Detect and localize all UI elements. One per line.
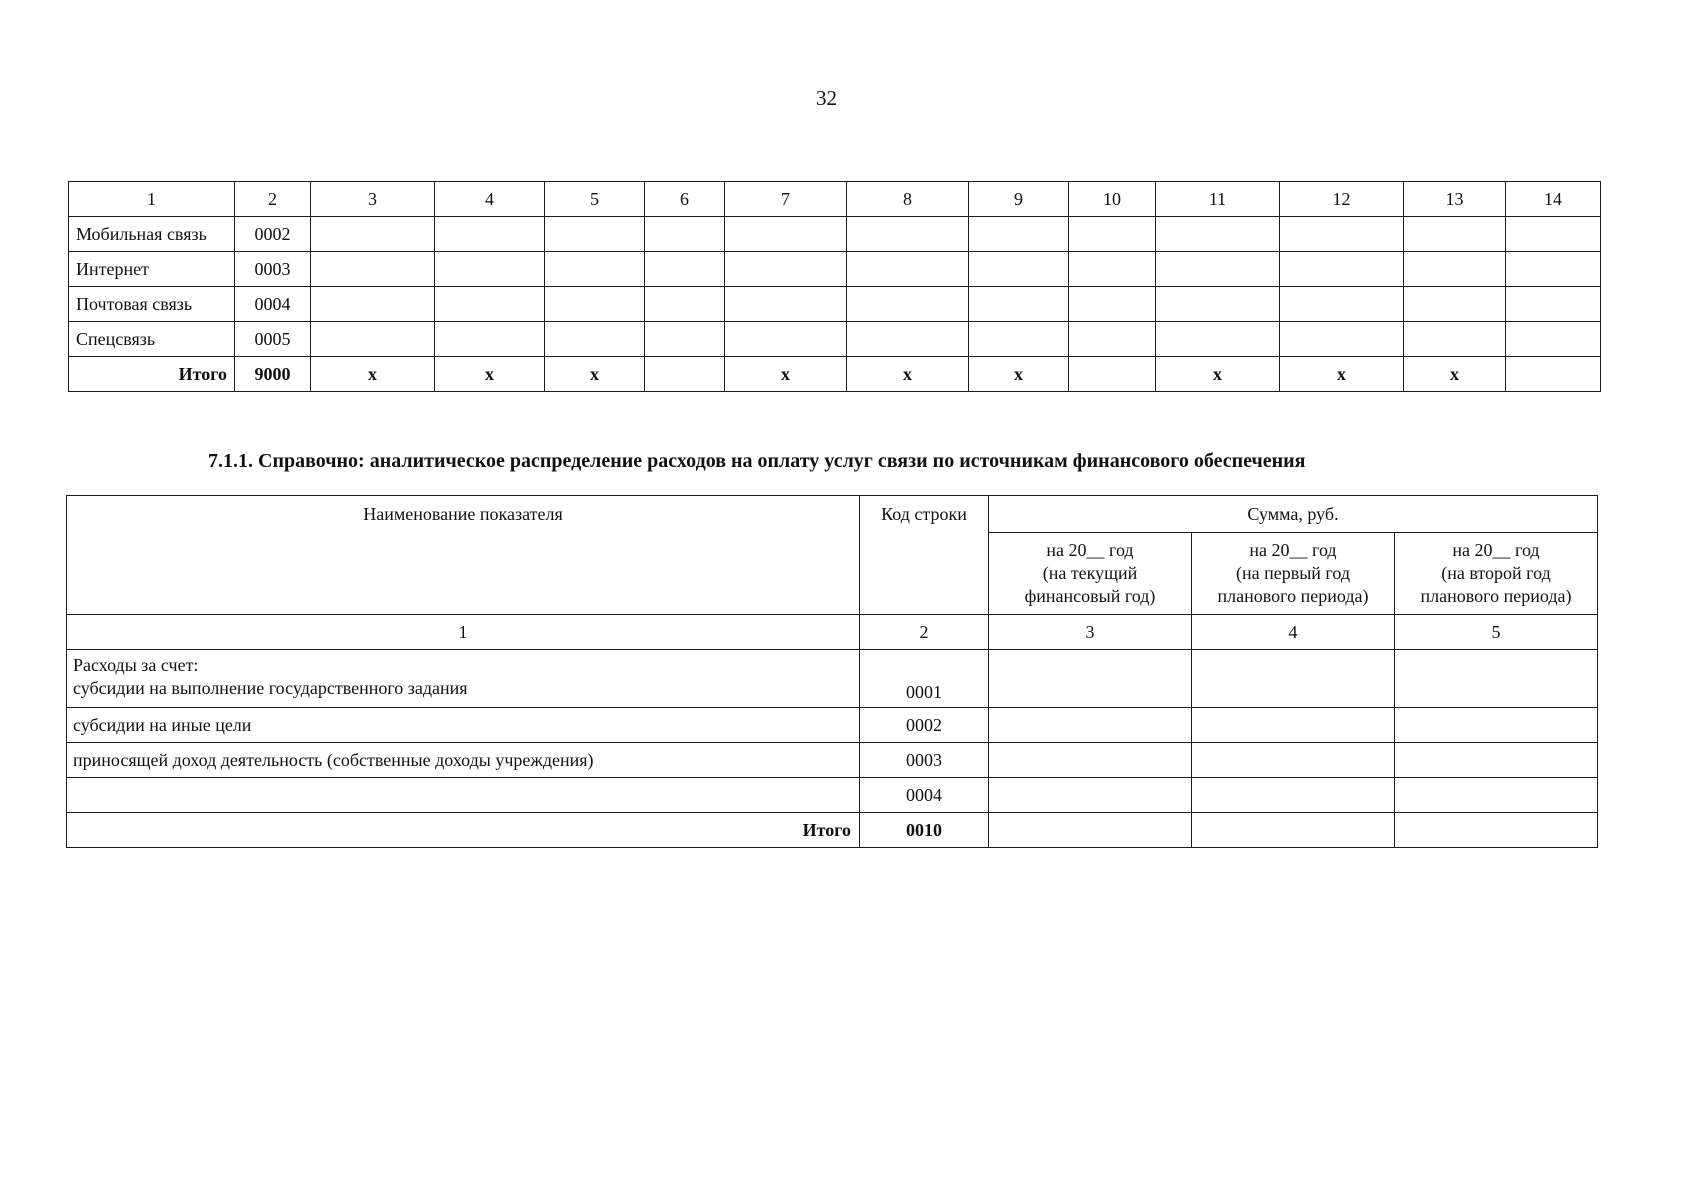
total-code: 0010 [860, 813, 989, 848]
total-row [67, 813, 1598, 848]
empty-cell [1280, 322, 1404, 357]
column-number: 2 [235, 182, 311, 217]
column-number: 7 [725, 182, 847, 217]
column-number-row [67, 615, 1598, 650]
column-number: 13 [1404, 182, 1506, 217]
empty-cell [969, 252, 1069, 287]
empty-cell [545, 217, 645, 252]
row-name: Мобильная связь [69, 217, 235, 252]
column-number: 1 [67, 615, 860, 650]
table-row [67, 650, 1598, 708]
empty-cell [311, 322, 435, 357]
empty-cell [1395, 813, 1598, 848]
empty-cell [1156, 287, 1280, 322]
row-code: 0001 [860, 650, 989, 708]
section-title: 7.1.1. Справочно: аналитическое распределение расходов на оплату услуг связи по источникам финансового обеспечения [208, 450, 1306, 472]
empty-cell [435, 322, 545, 357]
empty-cell [969, 217, 1069, 252]
empty-cell [725, 217, 847, 252]
empty-cell [1192, 778, 1395, 813]
column-number: 2 [860, 615, 989, 650]
column-number: 12 [1280, 182, 1404, 217]
empty-cell [1506, 287, 1601, 322]
empty-cell [969, 287, 1069, 322]
empty-cell [1395, 650, 1598, 708]
empty-cell [311, 287, 435, 322]
table-row [69, 287, 1601, 322]
page-number: 32 [816, 86, 837, 110]
column-number: 1 [69, 182, 235, 217]
empty-cell [969, 322, 1069, 357]
empty-cell [1156, 217, 1280, 252]
empty-cell [847, 287, 969, 322]
row-name [67, 778, 860, 813]
column-number: 3 [989, 615, 1192, 650]
empty-cell [435, 252, 545, 287]
empty-cell [1156, 252, 1280, 287]
empty-cell [1280, 217, 1404, 252]
empty-cell [1069, 322, 1156, 357]
sum-header: Сумма, руб. [989, 496, 1598, 533]
total-code: 9000 [235, 357, 311, 392]
row-code: 0004 [860, 778, 989, 813]
empty-cell [1069, 217, 1156, 252]
table-row [67, 708, 1598, 743]
period-type: (на первый год [1235, 563, 1351, 583]
column-number: 4 [435, 182, 545, 217]
column-number: 8 [847, 182, 969, 217]
empty-cell [847, 217, 969, 252]
empty-cell [311, 217, 435, 252]
column-number: 5 [1395, 615, 1598, 650]
row-name: Почтовая связь [69, 287, 235, 322]
column-number: 9 [969, 182, 1069, 217]
empty-cell [645, 322, 725, 357]
empty-cell [989, 650, 1192, 708]
table-row [67, 743, 1598, 778]
period-year: на 20__ год [1452, 540, 1540, 560]
total-cell: x [311, 357, 435, 392]
period-header-current [989, 533, 1192, 615]
period-header-first-plan [1192, 533, 1395, 615]
period-type: планового периода) [1217, 586, 1369, 606]
empty-cell [989, 813, 1192, 848]
table-row [69, 217, 1601, 252]
empty-cell [545, 252, 645, 287]
row-code: 0002 [860, 708, 989, 743]
empty-cell [1069, 252, 1156, 287]
empty-cell [1069, 287, 1156, 322]
table-row [69, 252, 1601, 287]
column-number: 14 [1506, 182, 1601, 217]
row-name-line: субсидии на выполнение государственного задания [73, 678, 468, 698]
empty-cell [847, 322, 969, 357]
empty-cell [1404, 322, 1506, 357]
period-year: на 20__ год [1249, 540, 1337, 560]
empty-cell [645, 217, 725, 252]
empty-cell [545, 287, 645, 322]
empty-cell [311, 252, 435, 287]
period-type: (на второй год [1441, 563, 1551, 583]
row-name-line: Расходы за счет: [73, 655, 199, 675]
period-type: планового периода) [1420, 586, 1572, 606]
table-row [69, 322, 1601, 357]
total-cell: x [725, 357, 847, 392]
total-cell: x [435, 357, 545, 392]
empty-cell [645, 252, 725, 287]
empty-cell [989, 778, 1192, 813]
row-code: 0004 [235, 287, 311, 322]
empty-cell [645, 287, 725, 322]
empty-cell [1404, 217, 1506, 252]
column-number: 11 [1156, 182, 1280, 217]
empty-cell [435, 217, 545, 252]
empty-cell [1395, 743, 1598, 778]
total-cell: x [1156, 357, 1280, 392]
row-name: приносящей доход деятельность (собственные доходы учреждения) [67, 743, 860, 778]
empty-cell [1506, 322, 1601, 357]
total-cell [1506, 357, 1601, 392]
empty-cell [1506, 217, 1601, 252]
total-cell: x [847, 357, 969, 392]
period-type: финансовый год) [1024, 586, 1156, 606]
period-year: на 20__ год [1046, 540, 1134, 560]
total-cell: x [1404, 357, 1506, 392]
total-cell [645, 357, 725, 392]
period-type: (на текущий [1042, 563, 1138, 583]
empty-cell [1156, 322, 1280, 357]
row-name: Спецсвязь [69, 322, 235, 357]
row-code-header: Код строки [860, 496, 989, 615]
row-name [67, 650, 860, 708]
empty-cell [1192, 708, 1395, 743]
communication-expenses-table [68, 181, 1601, 392]
total-cell [1069, 357, 1156, 392]
column-number-row [69, 182, 1601, 217]
total-label: Итого [67, 813, 860, 848]
empty-cell [545, 322, 645, 357]
indicator-name-header: Наименование показателя [67, 496, 860, 615]
empty-cell [1192, 813, 1395, 848]
empty-cell [1506, 252, 1601, 287]
row-code: 0003 [235, 252, 311, 287]
column-number: 5 [545, 182, 645, 217]
row-code: 0003 [860, 743, 989, 778]
row-code: 0005 [235, 322, 311, 357]
total-cell: x [1280, 357, 1404, 392]
empty-cell [1395, 778, 1598, 813]
empty-cell [1280, 252, 1404, 287]
column-number: 6 [645, 182, 725, 217]
total-row [69, 357, 1601, 392]
empty-cell [989, 708, 1192, 743]
period-header-second-plan [1395, 533, 1598, 615]
column-number: 4 [1192, 615, 1395, 650]
row-name: субсидии на иные цели [67, 708, 860, 743]
total-cell: x [545, 357, 645, 392]
empty-cell [725, 322, 847, 357]
empty-cell [989, 743, 1192, 778]
total-label: Итого [69, 357, 235, 392]
funding-source-table [66, 495, 1598, 848]
empty-cell [435, 287, 545, 322]
empty-cell [725, 287, 847, 322]
empty-cell [1404, 252, 1506, 287]
empty-cell [1395, 708, 1598, 743]
row-name: Интернет [69, 252, 235, 287]
total-cell: x [969, 357, 1069, 392]
row-code: 0002 [235, 217, 311, 252]
header-row [67, 496, 1598, 533]
empty-cell [1192, 650, 1395, 708]
empty-cell [725, 252, 847, 287]
empty-cell [1192, 743, 1395, 778]
table-row [67, 778, 1598, 813]
column-number: 3 [311, 182, 435, 217]
empty-cell [1280, 287, 1404, 322]
column-number: 10 [1069, 182, 1156, 217]
empty-cell [1404, 287, 1506, 322]
empty-cell [847, 252, 969, 287]
